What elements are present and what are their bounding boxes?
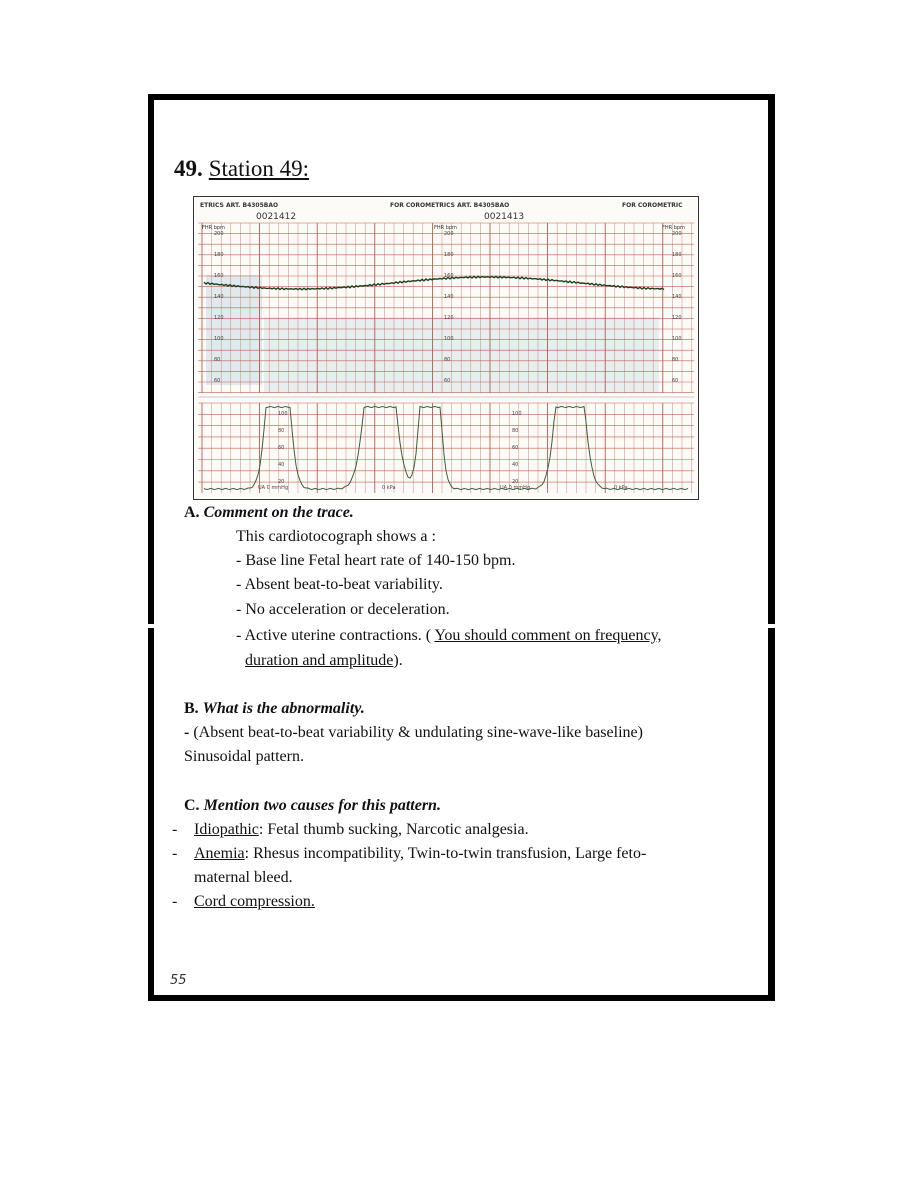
svg-text:80: 80 [444, 357, 451, 363]
svg-text:100: 100 [672, 336, 682, 342]
ctg-serial-1: 0021412 [256, 212, 297, 222]
svg-text:20: 20 [278, 479, 285, 485]
section-b-text-2: Sinusoidal pattern. [184, 748, 304, 765]
ctg-ua-label-3: UA 0 mmHg [500, 485, 531, 491]
section-c-item-2-cont: maternal bleed. [194, 869, 293, 886]
svg-text:40: 40 [278, 462, 285, 468]
section-a-item-4-suffix: ). [393, 652, 403, 669]
ctg-trace-image [193, 196, 699, 500]
ctg-ua-label-1: UA 0 mmHg [258, 485, 289, 491]
section-c-item-2-dash: - [172, 845, 178, 862]
frame-gap-left [146, 624, 156, 628]
section-c-question: Mention two causes for this pattern. [203, 797, 441, 814]
section-b-heading [184, 700, 365, 718]
svg-text:200: 200 [214, 231, 224, 237]
station-title: Station 49: [208, 156, 310, 181]
section-a-item-4-cont [245, 652, 403, 670]
section-c-heading [184, 797, 441, 815]
section-c-item-3-term: Cord compression. [194, 893, 315, 910]
section-c-item-1 [172, 821, 529, 839]
svg-text:80: 80 [214, 357, 221, 363]
svg-text:100: 100 [444, 336, 454, 342]
svg-text:80: 80 [512, 428, 519, 434]
svg-text:80: 80 [672, 357, 679, 363]
section-c-item-2-term: Anemia [194, 845, 245, 862]
ctg-fhr-label: FHR bpm [202, 225, 225, 231]
svg-text:180: 180 [444, 252, 454, 258]
page-number: 55 [170, 973, 187, 988]
frame-gap-right [764, 624, 778, 628]
section-b-text-1 [184, 724, 643, 742]
section-c-letter: C. [184, 797, 200, 814]
section-c-item-1-rest: : Fetal thumb sucking, Narcotic analgesia. [258, 821, 529, 838]
section-a-item-3: - No acceleration or deceleration. [236, 601, 450, 618]
station-heading [174, 156, 309, 182]
svg-text:140: 140 [444, 294, 454, 300]
svg-text:20: 20 [512, 479, 519, 485]
section-c-item-2 [172, 845, 647, 863]
svg-text:100: 100 [512, 411, 522, 417]
svg-text:140: 140 [672, 294, 682, 300]
svg-text:160: 160 [214, 273, 224, 279]
section-a-letter: A. [184, 504, 200, 521]
svg-text:140: 140 [214, 294, 224, 300]
section-c-item-3 [172, 893, 315, 911]
svg-text:200: 200 [444, 231, 454, 237]
section-a-heading [184, 504, 354, 522]
section-a-item-2: - Absent beat-to-beat variability. [236, 576, 443, 593]
svg-text:60: 60 [214, 378, 221, 384]
section-b-text-1-body: (Absent beat-to-beat variability & undulating sine-wave-like baseline) [189, 724, 643, 741]
section-a-item-1: - Base line Fetal heart rate of 140-150 bpm. [236, 552, 516, 569]
svg-text:120: 120 [672, 315, 682, 321]
ctg-serial-2: 0021413 [484, 212, 525, 222]
section-b-letter: B. [184, 700, 199, 717]
ctg-header-mid: FOR COROMETRICS ART. B4305BAO [390, 202, 510, 209]
svg-text:160: 160 [444, 273, 454, 279]
svg-text:80: 80 [278, 428, 285, 434]
svg-text:100: 100 [278, 411, 288, 417]
section-a-question: Comment on the trace. [203, 504, 354, 521]
section-c-item-1-term: Idiopathic [194, 821, 259, 838]
svg-text:60: 60 [512, 445, 519, 451]
ctg-fhr-label-3: FHR bpm [662, 225, 685, 231]
section-b-dash: - [184, 724, 190, 741]
svg-text:100: 100 [214, 336, 224, 342]
section-a-item-4-underlined-1: You should comment on frequency, [434, 627, 662, 644]
section-a-item-4 [236, 627, 662, 645]
section-a-item-4-prefix: - Active uterine contractions. ( [236, 627, 435, 644]
section-a-item-4-underlined-2: duration and amplitude [245, 652, 394, 669]
section-a-intro: This cardiotocograph shows a : [236, 528, 436, 545]
ctg-fhr-label-2: FHR bpm [434, 225, 457, 231]
svg-text:60: 60 [672, 378, 679, 384]
section-c-item-1-dash: - [172, 821, 178, 838]
station-number: 49. [174, 156, 203, 181]
svg-text:60: 60 [278, 445, 285, 451]
ctg-ua-label-4: 0 kPa [614, 485, 628, 491]
svg-text:160: 160 [672, 273, 682, 279]
section-c-item-3-dash: - [172, 893, 178, 910]
svg-text:180: 180 [672, 252, 682, 258]
ctg-header-left: ETRICS ART. B4305BAO [200, 202, 279, 209]
svg-text:60: 60 [444, 378, 451, 384]
svg-text:120: 120 [214, 315, 224, 321]
fhr-trace-line [204, 276, 664, 290]
svg-text:200: 200 [672, 231, 682, 237]
ctg-ua-label-2: 0 kPa [382, 485, 396, 491]
section-c-item-2-rest: : Rhesus incompatibility, Twin-to-twin transfusion, Large feto- [244, 845, 647, 862]
svg-text:40: 40 [512, 462, 519, 468]
svg-text:180: 180 [214, 252, 224, 258]
svg-text:120: 120 [444, 315, 454, 321]
section-b-question: What is the abnormality. [202, 700, 365, 717]
ctg-header-right: FOR COROMETRIC [622, 202, 683, 209]
